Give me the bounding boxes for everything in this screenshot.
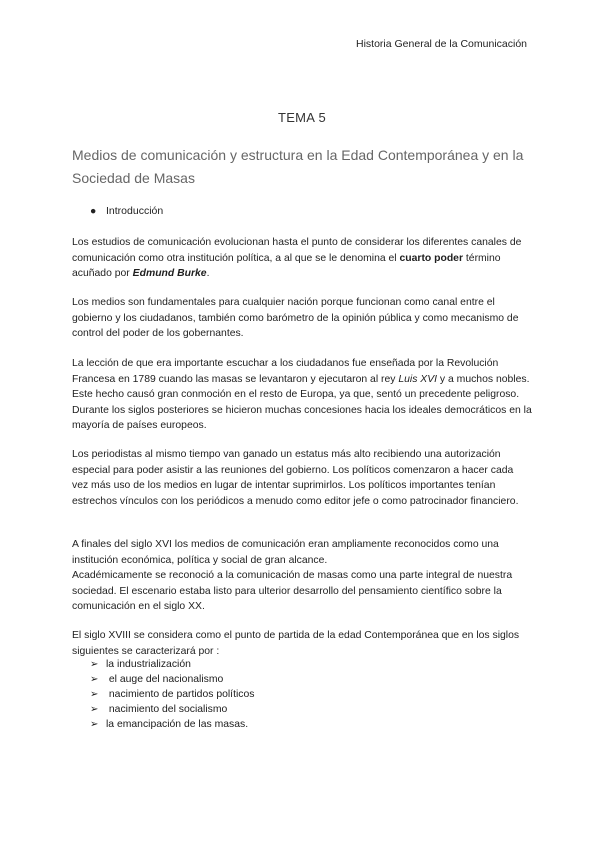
p1-text: Los estudios de comunicación evolucionan hasta el punto de considerar los diferentes canales de comunicación como otra institución política, a al que se le denomina el <box>72 237 522 264</box>
bullet-dot-icon: ● <box>90 205 97 217</box>
list-item <box>90 657 254 672</box>
intro-label: Introducción <box>106 205 164 217</box>
list-item <box>90 717 254 732</box>
p3-king-name: Luis XVI <box>398 373 438 385</box>
paragraph-3 <box>72 356 532 434</box>
list-item <box>90 672 254 687</box>
list-item <box>90 687 254 702</box>
list-item <box>90 702 254 717</box>
document-subtitle: Medios de comunicación y estructura en la Edad Contemporánea y en la Sociedad de Masas <box>72 147 524 186</box>
p5-line-1: A finales del siglo XVI los medios de comunicación eran ampliamente reconocidos como una institución económica, política y social de gran alcance. <box>72 539 499 566</box>
characteristics-list <box>90 657 254 732</box>
p5-line-2: Académicamente se reconoció a la comunicación de masas como una parte integral de nuestra sociedad. El escenario estaba listo para ulterior desarrollo del pensamiento científico sobre la comunicación en el siglo XX. <box>72 570 513 612</box>
paragraph-6: El siglo XVIII se considera como el punto de partida de la edad Contemporánea que en los siglos siguientes se caracterizará por : <box>72 630 520 657</box>
p3-text: La lección de que era importante escuchar a los ciudadanos fue enseñada por la Revolución Francesa en 1789 cuando las masas se levantaron y ejecutaron al rey <box>72 358 499 385</box>
arrow-bullet-icon: ➢ <box>90 659 99 670</box>
arrow-bullet-icon: ➢ <box>90 704 99 715</box>
page-header: Historia General de la Comunicación <box>356 38 527 50</box>
paragraph-1 <box>72 235 532 282</box>
p1-author: Edmund Burke <box>132 268 207 279</box>
document-title <box>0 110 600 125</box>
list-item-text: la emancipación de las masas. <box>106 719 249 730</box>
list-item-text: la industrialización <box>106 659 191 670</box>
p3-text-end: y a muchos nobles. Este hecho causó gran conmoción en el resto de Europa, ya que, sentó un precedente peligroso. Durante los siglos posteriores se hicieron muchas concesiones hacia los ideales democráticos en la mayoría de países europeos. <box>72 373 532 431</box>
list-item-text: nacimiento de partidos políticos <box>106 689 255 700</box>
list-item-text: nacimiento del socialismo <box>106 704 228 715</box>
arrow-bullet-icon: ➢ <box>90 689 99 700</box>
paragraph-5 <box>72 537 532 615</box>
paragraph-2: Los medios son fundamentales para cualquier nación porque funcionan como canal entre el gobierno y los ciudadanos, también como barómetro de la opinión pública y como mecanismo de control del poder de los gobernantes. <box>72 297 519 339</box>
title-text: TEMA 5 <box>277 110 327 125</box>
intro-bullet <box>90 205 163 217</box>
arrow-bullet-icon: ➢ <box>90 674 99 685</box>
p1-text-middle: término acuñado por <box>72 252 501 279</box>
p1-text-end: . <box>206 268 210 279</box>
list-item-text: el auge del nacionalismo <box>106 674 224 685</box>
paragraph-4: Los periodistas al mismo tiempo van ganado un estatus más alto recibiendo una autorización especial para poder asistir a las reuniones del gobierno. Los políticos comenzaron a hacer cada vez más uso de los medios en lugar de intentar suprimirlos. Los políticos importantes tenían estrechos vínculos con los periódicos a menudo como editor jefe o como patrocinador financiero. <box>72 449 519 507</box>
p1-bold-term: cuarto poder <box>399 252 464 264</box>
arrow-bullet-icon: ➢ <box>90 719 99 730</box>
